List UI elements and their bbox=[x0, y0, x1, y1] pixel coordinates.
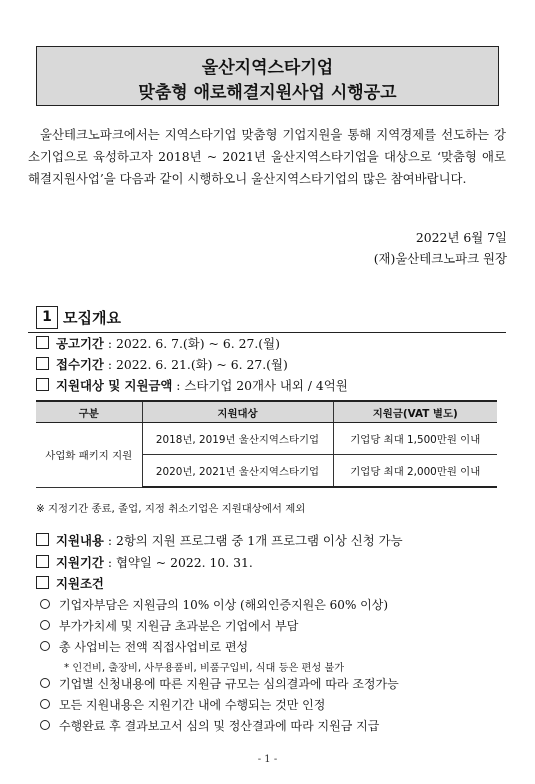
section-title: 모집개요 bbox=[63, 309, 121, 327]
condition-item bbox=[40, 638, 248, 655]
overview-label: 공고기간 bbox=[56, 336, 104, 351]
condition-item bbox=[40, 675, 399, 692]
table-cell-target: 2018년, 2019년 울산지역스타기업 bbox=[142, 423, 333, 455]
overview-label: 지원대상 및 지원금액 bbox=[56, 378, 173, 393]
condition-item bbox=[40, 617, 298, 634]
table-cell-category: 사업화 패키지 지원 bbox=[36, 423, 142, 488]
section-number: 1 bbox=[36, 306, 58, 329]
budget-sub-note: * 인건비, 출장비, 사무용품비, 비품구입비, 식대 등은 편성 불가 bbox=[64, 663, 345, 674]
title-line-2: 맞춤형 애로해결지원사업 시행공고 bbox=[138, 83, 397, 103]
condition-text: 수행완료 후 결과보고서 심의 및 정산결과에 따라 지원금 지급 bbox=[59, 719, 380, 733]
checkbox-icon bbox=[36, 336, 49, 349]
intro-text: 울산테크노파크에서는 지역스타기업 맞춤형 기업지원을 통해 지역경제를 선도하는 강소기업으로 육성하고자 2018년 ~ 2021년 울산지역스타기업을 대상으로 ‘맞춤형 애로해결지원사업’을 다음과 같이 시행하오니 울산지역스타기업의 많은 참여바랍니다. bbox=[28, 127, 506, 186]
condition-text: 총 사업비는 전액 직접사업비로 편성 bbox=[59, 640, 249, 654]
title-line-1: 울산지역스타기업 bbox=[201, 58, 334, 78]
detail-item-support-conditions bbox=[36, 574, 104, 592]
support-table bbox=[36, 400, 497, 488]
circle-bullet-icon bbox=[40, 599, 50, 609]
table-cell-amount: 기업당 최대 1,500만원 이내 bbox=[333, 423, 497, 455]
condition-item bbox=[40, 596, 388, 613]
issuing-organization: (재)울산테크노파크 원장 bbox=[373, 251, 507, 266]
checkbox-icon bbox=[36, 533, 49, 546]
condition-item bbox=[40, 717, 379, 734]
condition-text: 기업별 신청내용에 따른 지원금 규모는 심의결과에 따라 조정가능 bbox=[59, 677, 399, 691]
checkbox-icon bbox=[36, 576, 49, 589]
detail-value: : 2항의 지원 프로그램 중 1개 프로그램 이상 신청 가능 bbox=[103, 533, 403, 548]
detail-label: 지원기간 bbox=[56, 555, 104, 570]
overview-value: : 2022. 6. 21.(화) ~ 6. 27.(월) bbox=[103, 357, 288, 372]
overview-item-announcement-period bbox=[36, 334, 280, 352]
circle-bullet-icon bbox=[40, 620, 50, 630]
circle-bullet-icon bbox=[40, 699, 50, 709]
overview-item-target-and-amount bbox=[36, 376, 348, 394]
condition-text: 부가가치세 및 지원금 초과분은 기업에서 부담 bbox=[59, 619, 299, 633]
table-cell-target: 2020년, 2021년 울산지역스타기업 bbox=[142, 455, 333, 488]
detail-label: 지원조건 bbox=[56, 576, 104, 591]
announcement-date: 2022년 6월 7일 bbox=[415, 230, 507, 245]
checkbox-icon bbox=[36, 555, 49, 568]
detail-item-support-content bbox=[36, 531, 403, 549]
condition-text: 기업자부담은 지원금의 10% 이상 (해외인증지원은 60% 이상) bbox=[59, 598, 389, 612]
title-box bbox=[36, 46, 499, 106]
overview-value: : 2022. 6. 7.(화) ~ 6. 27.(월) bbox=[103, 336, 280, 351]
overview-label: 접수기간 bbox=[56, 357, 104, 372]
circle-bullet-icon bbox=[40, 641, 50, 651]
circle-bullet-icon bbox=[40, 720, 50, 730]
overview-value: : 스타기업 20개사 내외 / 4억원 bbox=[172, 378, 348, 393]
condition-item bbox=[40, 696, 325, 713]
exclusion-note: ※ 지정기간 종료, 졸업, 지정 취소기업은 지원대상에서 제외 bbox=[36, 503, 306, 515]
table-row bbox=[36, 423, 497, 455]
section-divider bbox=[28, 332, 506, 333]
checkbox-icon bbox=[36, 378, 49, 391]
overview-item-application-period bbox=[36, 355, 288, 373]
table-header-row bbox=[36, 401, 497, 423]
checkbox-icon bbox=[36, 357, 49, 370]
intro-paragraph bbox=[28, 124, 506, 190]
table-header-target: 지원대상 bbox=[142, 401, 333, 423]
table-cell-amount: 기업당 최대 2,000만원 이내 bbox=[333, 455, 497, 488]
table-header-category: 구분 bbox=[36, 401, 142, 423]
table-header-amount: 지원금(VAT 별도) bbox=[333, 401, 497, 423]
detail-value: : 협약일 ~ 2022. 10. 31. bbox=[103, 555, 253, 570]
page-number: - 1 - bbox=[257, 754, 278, 765]
detail-label: 지원내용 bbox=[56, 533, 104, 548]
detail-item-support-period bbox=[36, 553, 253, 571]
condition-text: 모든 지원내용은 지원기간 내에 수행되는 것만 인정 bbox=[59, 698, 326, 712]
circle-bullet-icon bbox=[40, 678, 50, 688]
